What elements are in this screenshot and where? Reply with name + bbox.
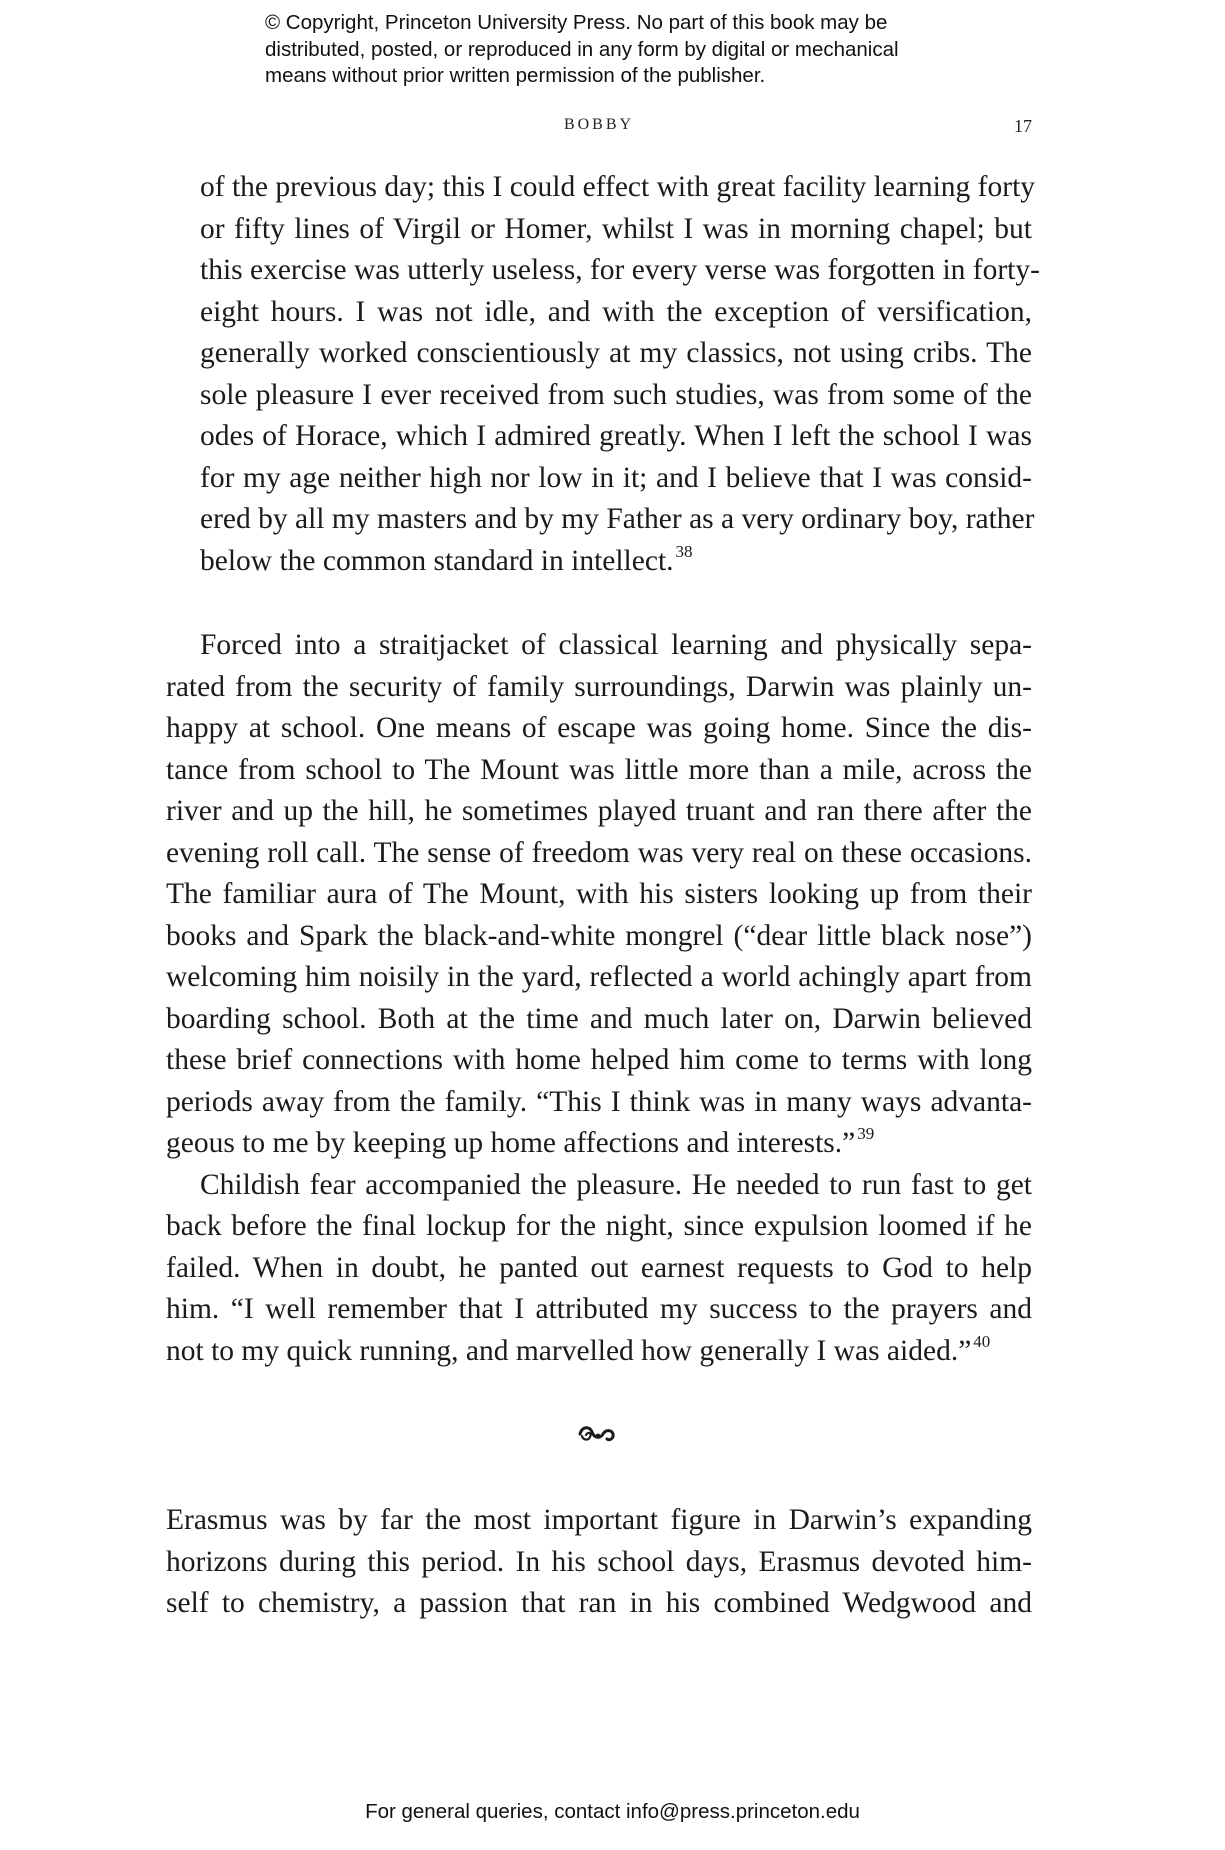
text-line: odes of Horace, which I admired greatly. When I left the school I was xyxy=(200,420,1032,452)
copyright-line: means without prior written permission of the publisher. xyxy=(265,64,766,87)
running-head-title: BOBBY xyxy=(563,116,635,133)
copyright-line: © Copyright, Princeton University Press. No part of this book may be xyxy=(265,11,888,34)
fleuron-ornament-icon xyxy=(576,1422,616,1444)
text-line: him. “I well remember that I attributed my success to the prayers and xyxy=(166,1293,1032,1325)
copyright-notice xyxy=(265,10,1025,90)
text-line: books and Spark the black-and-white mongrel (“dear little black nose”) xyxy=(166,919,1032,952)
paragraph-1 xyxy=(166,625,1032,1372)
text-line: periods away from the family. “This I think was in many ways advanta- xyxy=(166,1085,1032,1118)
text-line: eight hours. I was not idle, and with the exception of versification, xyxy=(200,295,1032,328)
copyright-line: distributed, posted, or reproduced in any form by digital or mechanical xyxy=(265,37,899,61)
text-line: Erasmus was by far the most important figure in Darwin’s expanding xyxy=(166,1504,1032,1536)
text-line: sole pleasure I ever received from such studies, was from some of the xyxy=(200,378,1032,411)
text-line: failed. When in doubt, he panted out earnest requests to God to help xyxy=(166,1251,1032,1284)
text-line: this exercise was utterly useless, for every verse was forgotten in forty- xyxy=(200,254,1040,286)
text-line: of the previous day; this I could effect with great facility learning forty xyxy=(200,171,1036,203)
running-head xyxy=(166,116,1032,140)
text-line-with-note xyxy=(166,1123,1032,1165)
text-line: Forced into a straitjacket of classical learning and physically sepa- xyxy=(200,629,1032,661)
text-line: back before the final lockup for the night, since expulsion loomed if he xyxy=(166,1210,1032,1242)
block-quote xyxy=(200,167,1040,582)
text-line: river and up the hill, he sometimes played truant and ran there after the xyxy=(166,795,1032,827)
text-line: happy at school. One means of escape was going home. Since the dis- xyxy=(166,712,1032,744)
text-line: geous to me by keeping up home affections and interests.” xyxy=(166,1127,856,1159)
text-line: welcoming him noisily in the yard, reflected a world achingly apart from xyxy=(166,961,1032,993)
paragraph-3 xyxy=(166,1500,1032,1625)
text-line: tance from school to The Mount was little more than a mile, across the xyxy=(166,753,1032,786)
text-line: evening roll call. The sense of freedom was very real on these occasions. xyxy=(166,836,1032,869)
text-line: self to chemistry, a passion that ran in his combined Wedgwood and xyxy=(166,1587,1032,1619)
text-line: The familiar aura of The Mount, with his sisters looking up from their xyxy=(166,878,1032,910)
page-number: 17 xyxy=(1014,116,1032,136)
text-line: not to my quick running, and marvelled how generally I was aided.” xyxy=(166,1334,972,1367)
text-line: rated from the security of family surroundings, Darwin was plainly un- xyxy=(166,670,1032,703)
text-line: for my age neither high nor low in it; and I believe that I was consid- xyxy=(200,461,1032,494)
text-line: below the common standard in intellect. xyxy=(200,544,674,577)
text-line: these brief connections with home helped him come to terms with long xyxy=(166,1044,1032,1076)
text-line: or fifty lines of Virgil or Homer, whilst I was in morning chapel; but xyxy=(200,212,1032,245)
footnote-reference[interactable]: 38 xyxy=(675,541,693,561)
footnote-reference[interactable]: 39 xyxy=(857,1124,875,1144)
footnote-reference[interactable]: 40 xyxy=(973,1331,991,1351)
text-line: Childish fear accompanied the pleasure. He needed to run fast to get xyxy=(200,1168,1032,1201)
text-line: boarding school. Both at the time and much later on, Darwin believed xyxy=(166,1002,1032,1035)
text-line: ered by all my masters and by my Father as a very ordinary boy, rather xyxy=(200,503,1035,535)
text-line: horizons during this period. In his school days, Erasmus devoted him- xyxy=(166,1545,1032,1578)
text-line: generally worked conscientiously at my classics, not using cribs. The xyxy=(200,337,1032,369)
text-line-with-note xyxy=(166,1331,1032,1373)
footer-contact: For general queries, contact info@press.princeton.edu xyxy=(365,1800,860,1823)
text-line-with-note xyxy=(200,541,1032,583)
